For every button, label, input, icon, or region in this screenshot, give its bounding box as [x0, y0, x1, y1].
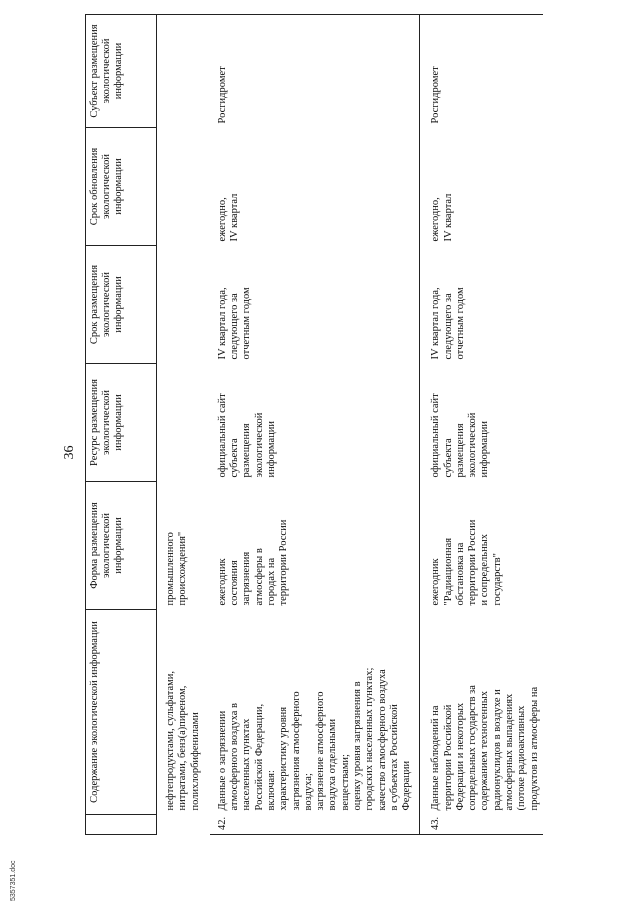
row-placement-term [157, 246, 210, 364]
row-subject [157, 15, 210, 128]
header-row [86, 15, 157, 835]
row-content: Данные наблюдений на территории Российской Федерации и некоторых сопредельных государств за содержанием техногенных радионуклидов в воздухе и атмосферных выпадениях (потоке радиоактивных продуктов из атмосферы на [420, 610, 543, 815]
row-placement-term: IV квартал года, следующего за отчетным годом [420, 246, 543, 364]
header-update-term: Срок обновления экологической информации [86, 128, 157, 246]
header-content: Содержание экологической информации [86, 610, 157, 815]
table-row [420, 15, 543, 835]
table-body [157, 15, 543, 835]
table-header [86, 15, 157, 835]
row-content: нефтепродуктами, сульфатами, нитратами, бенз(а)пиреном, полихлорбифенилами [165, 670, 201, 811]
row-content: Данные о загрязнении атмосферного воздуха в населенных пунктах Российской Федерации, включая: характеристику уровня загрязнения атмосферного воздуха; загрязнение атмосферного воздуха отдельными веществами; оценку уровня загрязнения в городских населенных пунктах; качество атмосферного воздуха в субъектах Российской Федерации [216, 667, 413, 811]
row-update-term [157, 128, 210, 246]
row-form: промышленного происхождения" [165, 531, 189, 606]
row-resource [157, 364, 210, 482]
row-number [157, 815, 210, 835]
header-subject: Субъект размещения экологической информации [86, 15, 157, 128]
header-resource: Ресурс размещения экологической информации [86, 364, 157, 482]
row-resource: официальный сайт субъекта размещения экологической информации [216, 393, 277, 478]
row-number: 42. [210, 815, 420, 835]
row-form: ежегодник состояния загрязнения атмосферы в городах на территории России [216, 519, 290, 606]
page-number: 36 [62, 445, 77, 460]
row-update-term: ежегодно, IV квартал [420, 128, 543, 246]
table-row [157, 15, 210, 835]
row-form: ежегодник "Радиационная обстановка на территории России и сопредельных государств" [420, 482, 543, 610]
row-update-term: ежегодно, IV квартал [216, 193, 241, 242]
row-subject: Росгидромет [210, 15, 420, 128]
document-code: 5357351.doc [10, 860, 17, 901]
row-subject: Росгидромет [420, 15, 543, 128]
header-form: Форма размещения экологической информации [86, 482, 157, 610]
table-row [210, 15, 420, 835]
row-resource: официальный сайт субъекта размещения экологической информации [420, 364, 543, 482]
row-number: 43. [420, 815, 543, 835]
environmental-info-table [85, 14, 543, 835]
header-placement-term: Срок размещения экологической информации [86, 246, 157, 364]
row-placement-term: IV квартал года, следующего за отчетным годом [216, 287, 253, 360]
header-number [86, 815, 157, 835]
